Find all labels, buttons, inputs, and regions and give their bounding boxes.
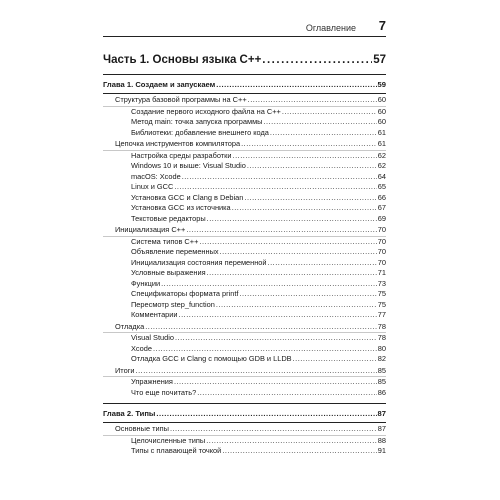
dot-leader	[182, 172, 377, 183]
toc-section-row-title: Инициализация C++	[115, 225, 186, 234]
toc-subsection-row-page: 91	[377, 446, 386, 455]
dot-leader	[207, 214, 377, 225]
toc-subsection-row-page: 60	[377, 106, 386, 116]
toc-subsection-row-page: 65	[377, 182, 386, 191]
toc-body	[103, 79, 386, 457]
toc-subsection-row[interactable]	[103, 354, 386, 365]
toc-subsection-row-page: 78	[377, 333, 386, 342]
dot-leader	[232, 203, 377, 214]
dot-leader	[174, 377, 377, 388]
part-rule	[103, 74, 386, 75]
dot-leader	[216, 79, 376, 91]
toc-chapter-row[interactable]	[103, 79, 386, 91]
dot-leader	[206, 436, 377, 447]
chapter-underline	[103, 93, 386, 94]
toc-section-row[interactable]	[103, 225, 386, 237]
toc-subsection-row-page: 75	[377, 289, 386, 298]
toc-subsection-row-title: Упражнения	[131, 377, 173, 386]
dot-leader	[233, 151, 377, 162]
toc-subsection-row[interactable]	[103, 214, 386, 225]
toc-section-row-page: 87	[377, 424, 386, 433]
dot-leader	[247, 161, 377, 172]
toc-subsection-row[interactable]	[103, 161, 386, 172]
toc-subsection-row-title: Система типов C++	[131, 236, 199, 246]
toc-section-row[interactable]	[103, 424, 386, 436]
toc-subsection-row-page: 71	[377, 268, 386, 277]
toc-section-row-title: Итоги	[115, 365, 135, 375]
toc-subsection-row-page: 77	[377, 310, 386, 319]
dot-leader	[136, 366, 377, 377]
toc-subsection-row[interactable]	[103, 310, 386, 321]
toc-section-row-title: Основные типы	[115, 424, 169, 433]
header-page-number: 7	[378, 18, 386, 33]
toc-subsection-row-title: Установка GCC из источника	[131, 203, 231, 212]
toc-subsection-row[interactable]	[103, 172, 386, 183]
toc-subsection-row-title: Целочисленные типы	[131, 435, 206, 445]
dot-leader	[161, 279, 377, 290]
toc-subsection-row[interactable]	[103, 333, 386, 344]
toc-subsection-row[interactable]	[103, 117, 386, 128]
toc-subsection-row-title: Комментарии	[131, 310, 178, 319]
toc-section-row[interactable]	[103, 366, 386, 378]
dot-leader	[222, 446, 376, 457]
toc-subsection-row-title: Спецификаторы формата printf	[131, 289, 239, 298]
table-of-contents	[103, 50, 386, 457]
toc-subsection-row-title: Условные выражения	[131, 268, 206, 277]
dot-leader	[244, 193, 376, 204]
dot-leader	[145, 322, 377, 333]
toc-subsection-row-page: 75	[377, 299, 386, 309]
toc-subsection-row[interactable]	[103, 182, 386, 193]
toc-subsection-row[interactable]	[103, 107, 386, 118]
toc-subsection-row-title: Инициализация состояния переменной	[131, 257, 267, 267]
toc-subsection-row-title: Windows 10 и выше: Visual Studio	[131, 161, 246, 170]
header-section-title: Оглавление	[305, 23, 356, 33]
toc-subsection-row-title: Visual Studio	[131, 333, 175, 342]
chapter-underline	[103, 422, 386, 423]
toc-chapter-row-page: 59	[377, 80, 386, 89]
toc-subsection-row[interactable]	[103, 247, 386, 258]
dot-leader	[216, 300, 377, 311]
dot-leader	[239, 289, 376, 300]
toc-subsection-row[interactable]	[103, 377, 386, 388]
dot-leader	[175, 333, 377, 344]
toc-subsection-row[interactable]	[103, 300, 386, 311]
toc-subsection-row-page: 69	[377, 213, 386, 223]
dot-leader	[186, 225, 376, 236]
toc-subsection-row[interactable]	[103, 289, 386, 300]
toc-subsection-row-title: Метод main: точка запуска программы	[131, 117, 263, 126]
toc-subsection-row-page: 61	[377, 127, 386, 137]
toc-subsection-row-title: Установка GCC и Clang в Debian	[131, 192, 244, 202]
toc-subsection-row-title: Что еще почитать?	[131, 387, 197, 397]
toc-subsection-row[interactable]	[103, 436, 386, 447]
running-header	[103, 18, 386, 37]
toc-section-row-title: Структура базовой программы на C++	[115, 95, 247, 104]
toc-subsection-row-title: Библиотеки: добавление внешнего кода	[131, 127, 269, 137]
toc-subsection-row-page: 64	[377, 171, 386, 181]
toc-subsection-row-title: Типы с плавающей точкой	[131, 446, 222, 455]
dot-leader	[282, 107, 377, 118]
toc-chapter-row[interactable]	[103, 408, 386, 420]
toc-subsection-row-page: 67	[377, 203, 386, 212]
dot-leader	[293, 354, 377, 365]
toc-section-row-page: 61	[377, 139, 386, 148]
toc-section-row-page: 70	[377, 225, 386, 234]
toc-section-row-page: 60	[377, 95, 386, 104]
toc-subsection-row[interactable]	[103, 203, 386, 214]
toc-section-row[interactable]	[103, 95, 386, 107]
toc-section-row-page: 78	[377, 321, 386, 331]
dot-leader	[207, 268, 377, 279]
toc-subsection-row-page: 82	[377, 354, 386, 363]
toc-subsection-row-title: Linux и GCC	[131, 182, 174, 191]
dot-leader	[170, 424, 377, 435]
toc-part-row[interactable]	[103, 50, 386, 70]
chapter-rule	[103, 403, 386, 404]
dot-leader	[262, 50, 372, 70]
dot-leader	[179, 310, 377, 321]
toc-chapter-row-title: Глава 2. Типы	[103, 409, 156, 418]
dot-leader	[268, 258, 377, 269]
toc-subsection-row[interactable]	[103, 193, 386, 204]
dot-leader	[197, 388, 377, 399]
part-page: 57	[373, 54, 386, 66]
toc-subsection-row-title: Xcode	[131, 343, 152, 353]
toc-subsection-row-page: 88	[377, 435, 386, 445]
toc-subsection-row[interactable]	[103, 258, 386, 269]
toc-subsection-row-page: 86	[377, 387, 386, 397]
toc-subsection-row-page: 62	[377, 150, 386, 160]
toc-subsection-row[interactable]	[103, 446, 386, 457]
toc-section-row[interactable]	[103, 322, 386, 334]
toc-subsection-row-title: Текстовые редакторы	[131, 213, 206, 223]
toc-subsection-row-title: Объявление переменных	[131, 247, 219, 256]
dot-leader	[220, 247, 377, 258]
toc-subsection-row-page: 62	[377, 161, 386, 170]
toc-section-row-page: 85	[377, 365, 386, 375]
toc-section-row-title: Цепочка инструментов компилятора	[115, 139, 241, 148]
part-title: Часть 1. Основы языка C++	[103, 54, 262, 66]
dot-leader	[199, 237, 376, 248]
toc-subsection-row[interactable]	[103, 237, 386, 248]
toc-subsection-row-title: macOS: Xcode	[131, 171, 181, 181]
toc-subsection-row-title: Пересмотр step_function	[131, 299, 215, 309]
toc-chapter-row-title: Глава 1. Создаем и запускаем	[103, 80, 216, 89]
toc-subsection-row[interactable]	[103, 279, 386, 290]
toc-chapter-row-page: 87	[377, 409, 386, 418]
dot-leader	[153, 344, 377, 355]
toc-subsection-row[interactable]	[103, 388, 386, 399]
toc-subsection-row[interactable]	[103, 151, 386, 162]
toc-subsection-row-page: 60	[377, 117, 386, 126]
toc-subsection-row[interactable]	[103, 268, 386, 279]
toc-subsection-row[interactable]	[103, 344, 386, 355]
dot-leader	[270, 128, 377, 139]
toc-subsection-row-page: 66	[377, 192, 386, 202]
toc-subsection-row[interactable]	[103, 128, 386, 139]
toc-subsection-row-title: Создание первого исходного файла на C++	[131, 106, 281, 116]
toc-subsection-row-page: 70	[377, 257, 386, 267]
dot-leader	[248, 95, 377, 106]
dot-leader	[174, 182, 376, 193]
toc-subsection-row-page: 85	[377, 377, 386, 386]
toc-subsection-row-page: 73	[377, 278, 386, 288]
toc-subsection-row-title: Настройка среды разработки	[131, 150, 232, 160]
toc-section-row-title: Отладка	[115, 321, 145, 331]
toc-subsection-row-page: 70	[377, 236, 386, 246]
dot-leader	[156, 408, 376, 420]
toc-subsection-row-title: Функции	[131, 278, 161, 288]
dot-leader	[264, 117, 377, 128]
toc-subsection-row-page: 70	[377, 247, 386, 256]
toc-subsection-row-page: 80	[377, 343, 386, 353]
dot-leader	[241, 139, 377, 150]
toc-subsection-row-title: Отладка GCC и Clang с помощью GDB и LLDB	[131, 354, 292, 363]
toc-section-row[interactable]	[103, 139, 386, 151]
